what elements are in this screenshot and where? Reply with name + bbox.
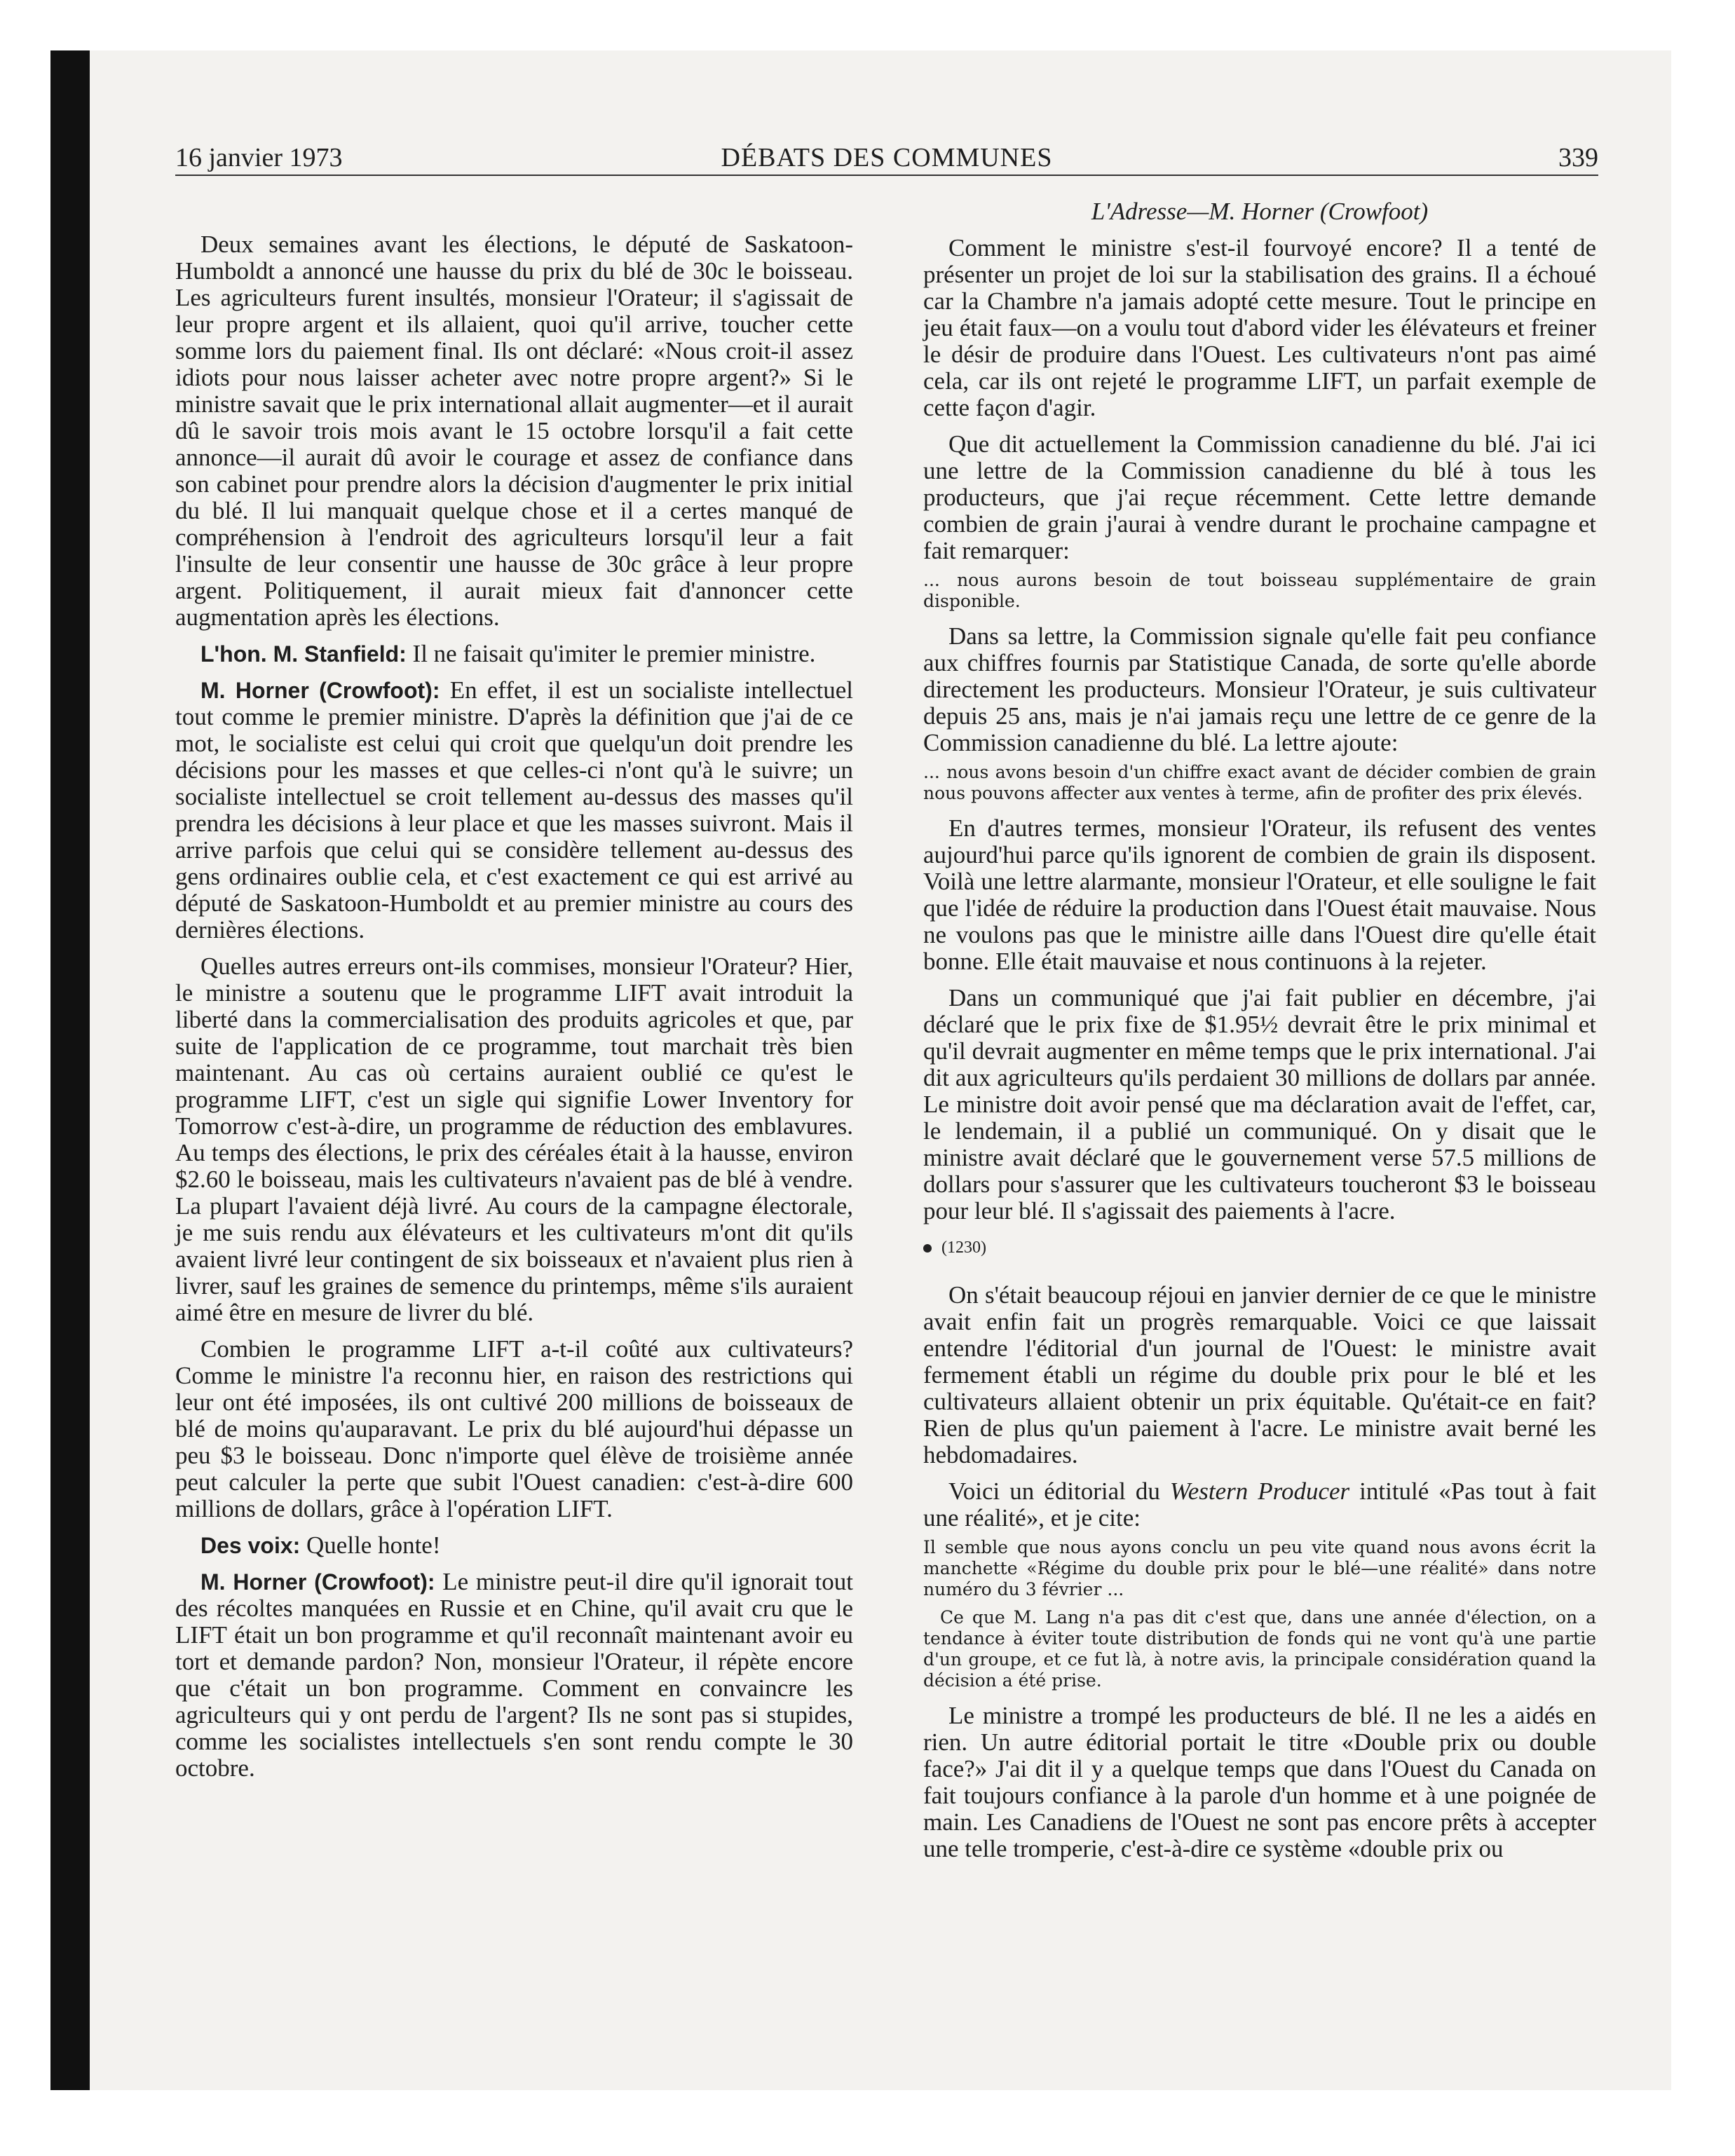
time-marker-label: (1230) <box>941 1239 986 1257</box>
right-column <box>923 235 1596 1872</box>
text-run: intitulé «Pas tout à fait une réalité», et je cite: <box>923 1478 1596 1531</box>
page-number: 339 <box>1558 143 1598 172</box>
speaker-name: M. Horner (Crowfoot): <box>200 678 440 703</box>
speaker-name: M. Horner (Crowfoot): <box>200 1569 435 1595</box>
paragraph: Combien le programme LIFT a-t-il coûté aux cultivateurs? Comme le ministre l'a reconnu hier, en raison des restrictions qui leur ont été imposées, ils ont cultivé 200 millions de boisseaux de blé de moins qu'auparavant. Le prix du blé aujourd'hui dépasse un peu $3 le boisseau. Donc n'importe quel élève de troisième année peut calculer la perte que subit l'Ouest canadien: c'est-à-dire 600 millions de dollars, grâce à l'opération LIFT. <box>175 1335 853 1522</box>
scan-binding-edge <box>50 50 90 2090</box>
paragraph <box>923 1478 1596 1531</box>
block-quote: ... nous avons besoin d'un chiffre exact avant de décider combien de grain nous pouvons affecter aux ventes à terme, afin de profiter des prix élevés. <box>923 762 1596 803</box>
speech-text: Le ministre peut-il dire qu'il ignorait tout des récoltes manquées en Russie et en Chine, qu'il avait cru que le LIFT était un bon programme et qu'il reconnaît maintenant avoir eu tort et demande pardon? Non, monsieur l'Orateur, il répète encore que c'était un bon programme. Comment en convaincre les agriculteurs qui y ont perdu de l'argent? Ils ne sont pas si stupides, comme les socialistes intellectuels s'en sont rendu compte le 30 octobre. <box>175 1568 854 1782</box>
speech-text: Il ne faisait qu'imiter le premier ministre. <box>412 640 816 667</box>
text-run: Voici un éditorial du <box>948 1478 1160 1505</box>
speech-horner <box>175 1569 853 1782</box>
paragraph: Dans sa lettre, la Commission signale qu'elle fait peu confiance aux chiffres fournis par Statistique Canada, de sorte qu'elle aborde directement les producteurs. Monsieur l'Orateur, je suis cultivateur depuis 25 ans, mais je n'ai jamais reçu une lettre de ce genre de la Commission canadienne du blé. La lettre ajoute: <box>923 622 1596 756</box>
bullet-icon <box>923 1244 932 1253</box>
paragraph: Dans un communiqué que j'ai fait publier en décembre, j'ai déclaré que le prix fixe de $1.95½ devrait être le prix minimal et qu'il devrait augmenter en même temps que le prix international. J'ai dit aux agriculteurs qu'ils perdaient 30 millions de dollars par année. Le ministre doit avoir pensé que ma déclaration avait de l'effet, car, le lendemain, il a publié un communiqué. On y disait que le ministre avait déclaré que le gouvernement verse 57.5 millions de dollars pour s'assurer que les cultivateurs toucheront $3 le boisseau pour leur blé. Il s'agissait des paiements à l'acre. <box>923 984 1596 1224</box>
speaker-name: L'hon. M. Stanfield: <box>200 641 407 667</box>
left-column <box>175 231 853 1792</box>
running-header <box>175 144 1598 176</box>
time-marker <box>923 1234 1596 1261</box>
block-quote: ... nous aurons besoin de tout boisseau supplémentaire de grain disponible. <box>923 570 1596 611</box>
publication-title: DÉBATS DES COMMUNES <box>721 143 1053 172</box>
speech-voices <box>175 1532 853 1559</box>
right-column-heading: L'Adresse—M. Horner (Crowfoot) <box>1091 198 1429 225</box>
paragraph: Comment le ministre s'est-il fourvoyé encore? Il a tenté de présenter un projet de loi sur la stabilisation des grains. Il a échoué car la Chambre n'a jamais adopté cette mesure. Tout le principe en jeu était faux—on a voulu tout d'abord vider les élévateurs et freiner le désir de produire dans l'Ouest. Les cultivateurs n'ont pas aimé cela, car ils ont rejeté le programme LIFT, un parfait exemple de cette façon d'agir. <box>923 234 1596 421</box>
block-quote: Il semble que nous ayons conclu un peu vite quand nous avons écrit la manchette «Régime du double prix pour le blé—une réalité» dans notre numéro du 3 février ... <box>923 1537 1596 1599</box>
speech-horner <box>175 677 853 943</box>
block-quote: Ce que M. Lang n'a pas dit c'est que, dans une année d'élection, on a tendance à éviter toute distribution de fonds qui ne vont qu'à une partie d'un groupe, et ce fut là, à notre avis, la principale considération quand la décision a été prise. <box>923 1607 1596 1691</box>
speech-text: Quelle honte! <box>306 1531 441 1559</box>
paragraph: Quelles autres erreurs ont-ils commises, monsieur l'Orateur? Hier, le ministre a soutenu que le programme LIFT avait introduit la liberté dans la commercialisation des produits agricoles et que, par suite de l'application de ce programme, tout marchait très bien maintenant. Au cas où certains auraient oublié ce qu'est le programme LIFT, c'est un sigle qui signifie Lower Inventory for Tomorrow c'est-à-dire, un programme de réduction des emblavures. Au temps des élections, le prix des céréales était à la hausse, environ $2.60 le boisseau, mais les cultivateurs n'avaient pas de blé à vendre. La plupart l'avaient déjà livré. Au cours de la campagne électorale, je me suis rendu aux élévateurs et les cultivateurs m'ont dit qu'ils avaient livré leur contingent de six boisseaux et n'avaient plus rien à livrer, sauf les graines de semence du printemps, même s'ils auraient aimé être en mesure de livrer du blé. <box>175 953 853 1326</box>
speech-stanfield <box>175 641 853 667</box>
paragraph: En d'autres termes, monsieur l'Orateur, ils refusent des ventes aujourd'hui parce qu'ils ignorent de combien de grain ils disposent. Voilà une lettre alarmante, monsieur l'Orateur, et elle souligne le fait que l'idée de réduire la production dans l'Ouest était mauvaise. Nous ne voulons pas que le ministre aille dans l'Ouest dire qu'elle était bonne. Elle était mauvaise et nous continuons à la rejeter. <box>923 814 1596 975</box>
paragraph: Deux semaines avant les élections, le député de Saskatoon-Humboldt a annoncé une hausse du prix du blé de 30c le boisseau. Les agriculteurs furent insultés, monsieur l'Orateur; il s'agissait de leur propre argent et ils allaient, quoi qu'il arrive, toucher cette somme lors du paiement final. Ils ont déclaré: «Nous croit-il assez idiots pour nous laisser acheter avec notre propre argent?» Si le ministre savait que le prix international allait augmenter—et il aurait dû le savoir trois mois avant le 15 octobre lorsqu'il a fait cette annonce—il aurait dû avoir le courage et assez de confiance dans son cabinet pour prendre alors la décision d'augmenter le prix initial du blé. Il lui manquait quelque chose et il a certes manqué de compréhension à l'endroit des agriculteurs lorsqu'il leur a fait l'insulte de leur consentir une hausse de 30c grâce à leur propre argent. Politiquement, il aurait mieux fait d'annoncer cette augmentation après les élections. <box>175 231 853 631</box>
paragraph: On s'était beaucoup réjoui en janvier dernier de ce que le ministre avait enfin fait un progrès remarquable. Voici ce que laissait entendre l'éditorial d'un journal de l'Ouest: le ministre avait fermement établi un régime du double prix pour le blé et les cultivateurs allaient obtenir un prix équitable. Qu'était-ce en fait? Rien de plus qu'un paiement à l'acre. Le ministre avait berné les hebdomadaires. <box>923 1281 1596 1468</box>
speaker-name: Des voix: <box>200 1533 301 1558</box>
speech-text: En effet, il est un socialiste intellectuel tout comme le premier ministre. D'après la définition que j'ai de ce mot, le socialiste est celui qui croit que quelqu'un doit prendre les décisions pour les masses et que celles-ci n'ont qu'à le suivre; un socialiste intellectuel se croit tellement au-dessus des masses qu'il prendra les décisions à leur place et que les masses suivront. Mais il arrive parfois que celui qui se considère tellement au-dessus des gens ordinaires oublie cela, et c'est exactement ce qui est arrivé au député de Saskatoon-Humboldt et au premier ministre au cours des dernières élections. <box>175 676 854 943</box>
paragraph: Que dit actuellement la Commission canadienne du blé. J'ai ici une lettre de la Commission canadienne du blé à tous les producteurs, que j'ai reçue récemment. Cette lettre demande combien de grain j'aurai à vendre durant le prochaine campagne et fait remarquer: <box>923 430 1596 564</box>
paragraph: Le ministre a trompé les producteurs de blé. Il ne les a aidés en rien. Un autre éditorial portait le titre «Double prix ou double face?» J'ai dit il y a quelque temps que dans l'Ouest du Canada on fait toujours confiance à la parole d'un homme et à une poignée de main. Les Canadiens de l'Ouest ne sont pas encore prêts à accepter une telle tromperie, c'est-à-dire ce système «double prix ou <box>923 1702 1596 1862</box>
publication-name: Western Producer <box>1169 1478 1350 1505</box>
header-date: 16 janvier 1973 <box>175 143 343 172</box>
